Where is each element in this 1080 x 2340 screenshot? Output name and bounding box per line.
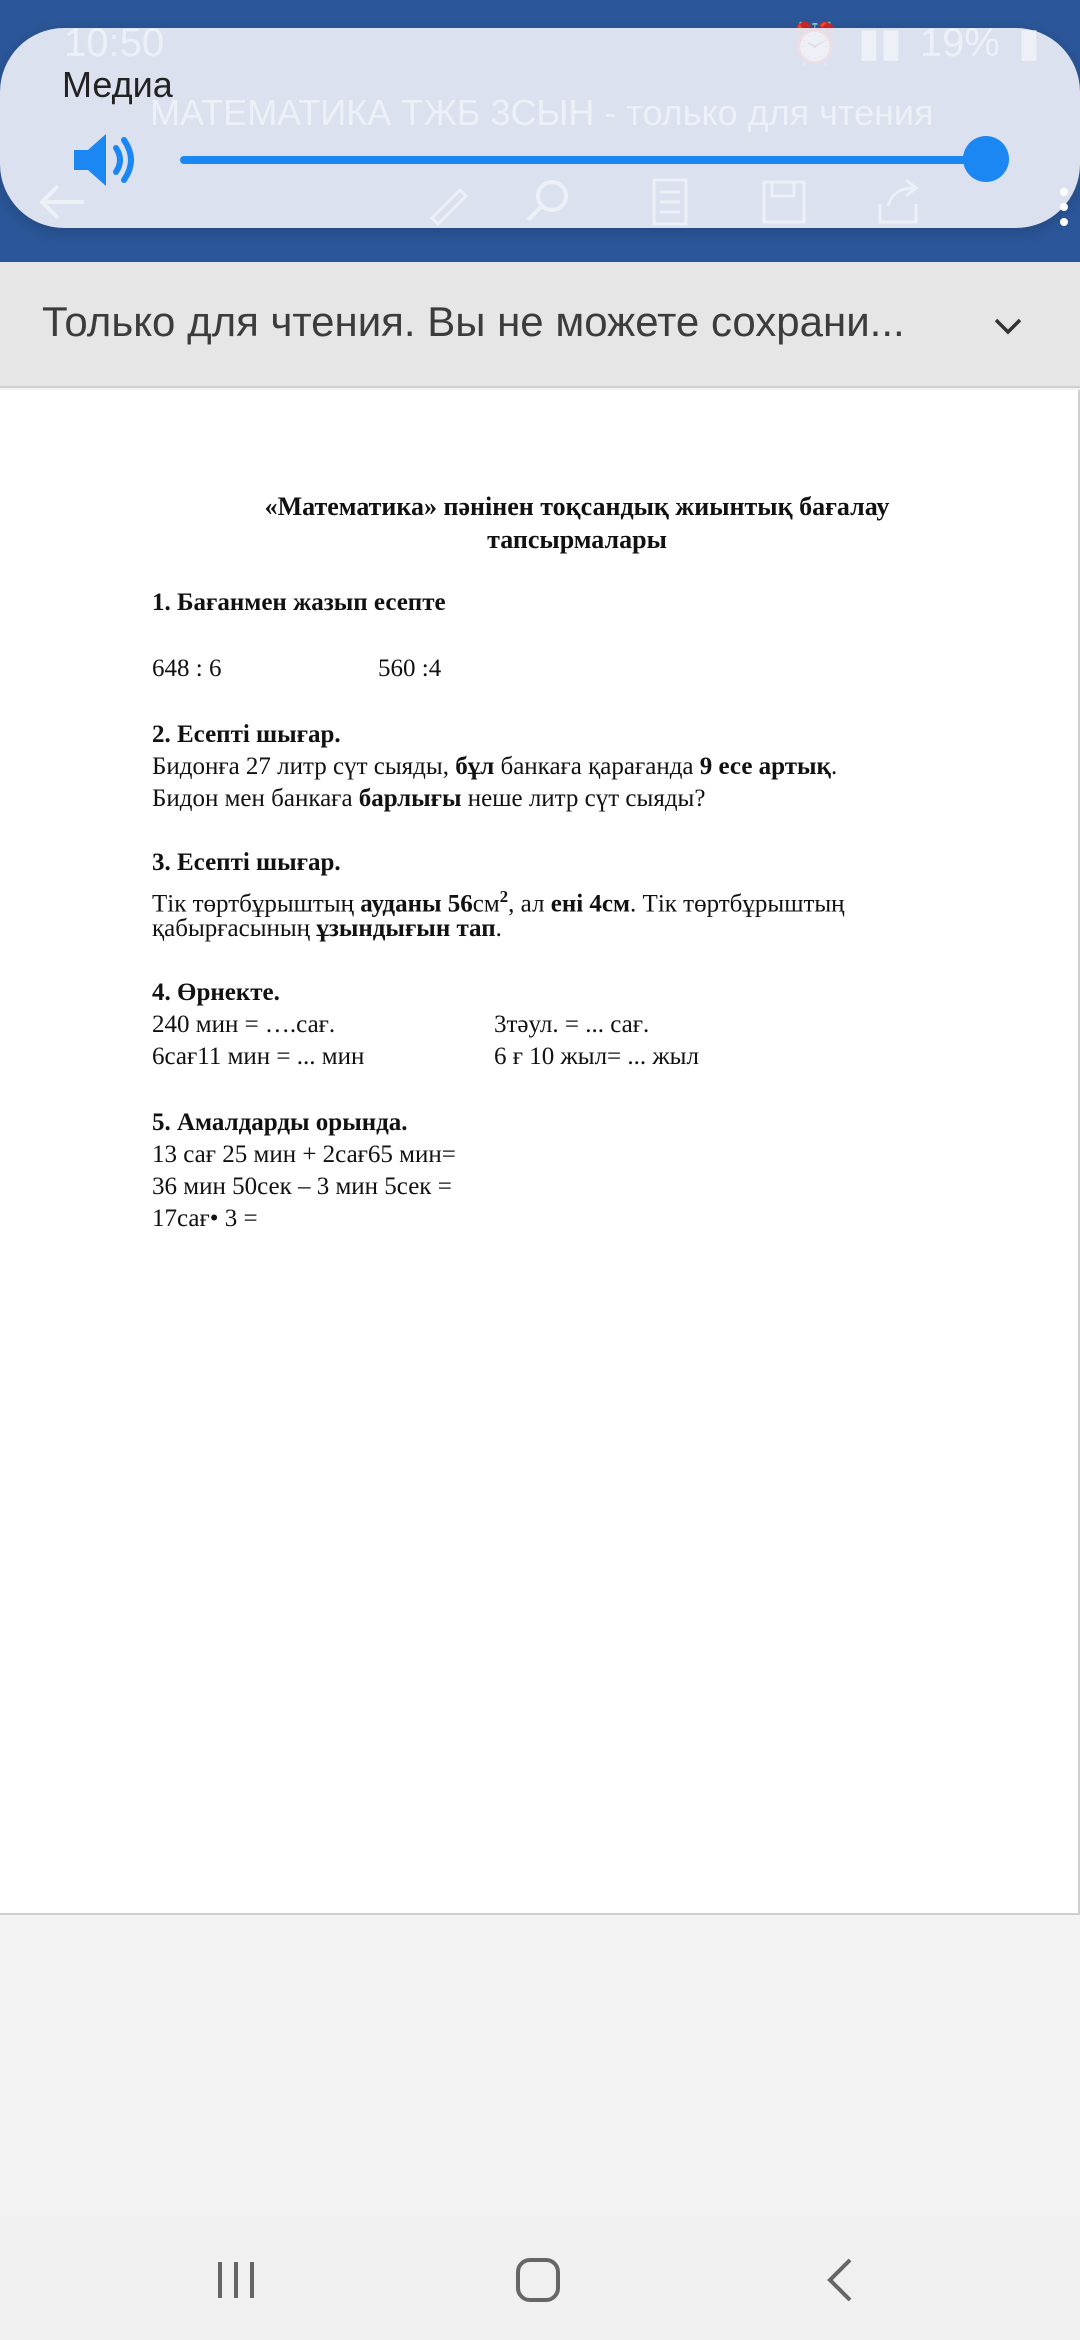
- task4-row1-col1: 240 мин = ….сағ.: [152, 1011, 336, 1038]
- document-heading: «Математика» пәнінен тоқсандық жиынтық бағалау тапсырмалары: [264, 492, 890, 554]
- recent-apps-icon[interactable]: [206, 2254, 266, 2306]
- task1-expr2: 560 :4: [378, 655, 442, 682]
- task5-line2: 36 мин 50сек – 3 мин 5сек =: [152, 1173, 452, 1200]
- task4-row2-col2: 6 ғ 10 жыл= ... жыл: [494, 1043, 699, 1070]
- read-only-notice[interactable]: [0, 262, 1080, 388]
- task3-text-line2: қабырғасының ұзындығын тап.: [152, 915, 502, 942]
- more-options-icon[interactable]: [1060, 188, 1068, 226]
- task2-title: 2. Есепті шығар.: [152, 721, 341, 748]
- document-page: [0, 390, 1080, 1915]
- task5-line3: 17сағ• 3 =: [152, 1205, 258, 1232]
- task3-text-line1: Тік төртбұрыштың ауданы $56см^2$, ал ені 4см. Тік төртбұрыштың: [152, 887, 845, 918]
- back-icon[interactable]: [812, 2254, 872, 2306]
- task4-row1-col2: 3тәул. = ... сағ.: [494, 1011, 650, 1038]
- task5-line1: 13 сағ 25 мин + 2сағ65 мин=: [152, 1141, 456, 1168]
- task2-text-line2: Бидон мен банкаға барлығы неше литр сүт сыяды?: [152, 785, 706, 812]
- navigation-bar: [0, 2216, 1080, 2340]
- media-volume-panel: [0, 28, 1080, 228]
- volume-slider-thumb[interactable]: [963, 136, 1009, 182]
- task1-expr1: 648 : 6: [152, 655, 222, 682]
- task3-title: 3. Есепті шығар.: [152, 849, 341, 876]
- notice-text: Только для чтения. Вы не можете сохрани...: [42, 298, 905, 345]
- task2-text-line1: Бидонға 27 литр сүт сыяды, бұл банкаға қарағанда 9 есе артық.: [152, 753, 838, 780]
- task4-row2-col1: 6сағ11 мин = ... мин: [152, 1043, 365, 1070]
- volume-slider-track[interactable]: [180, 156, 986, 164]
- task5-title: 5. Амалдарды орында.: [152, 1109, 408, 1136]
- chevron-down-icon[interactable]: [988, 306, 1028, 346]
- task4-title: 4. Өрнекте.: [152, 979, 280, 1006]
- home-icon[interactable]: [508, 2254, 568, 2306]
- volume-icon[interactable]: [70, 128, 140, 192]
- task1-title: 1. Бағанмен жазып есепте: [152, 589, 446, 616]
- media-label: Медиа: [62, 64, 173, 105]
- volume-slider-fill: [180, 156, 986, 164]
